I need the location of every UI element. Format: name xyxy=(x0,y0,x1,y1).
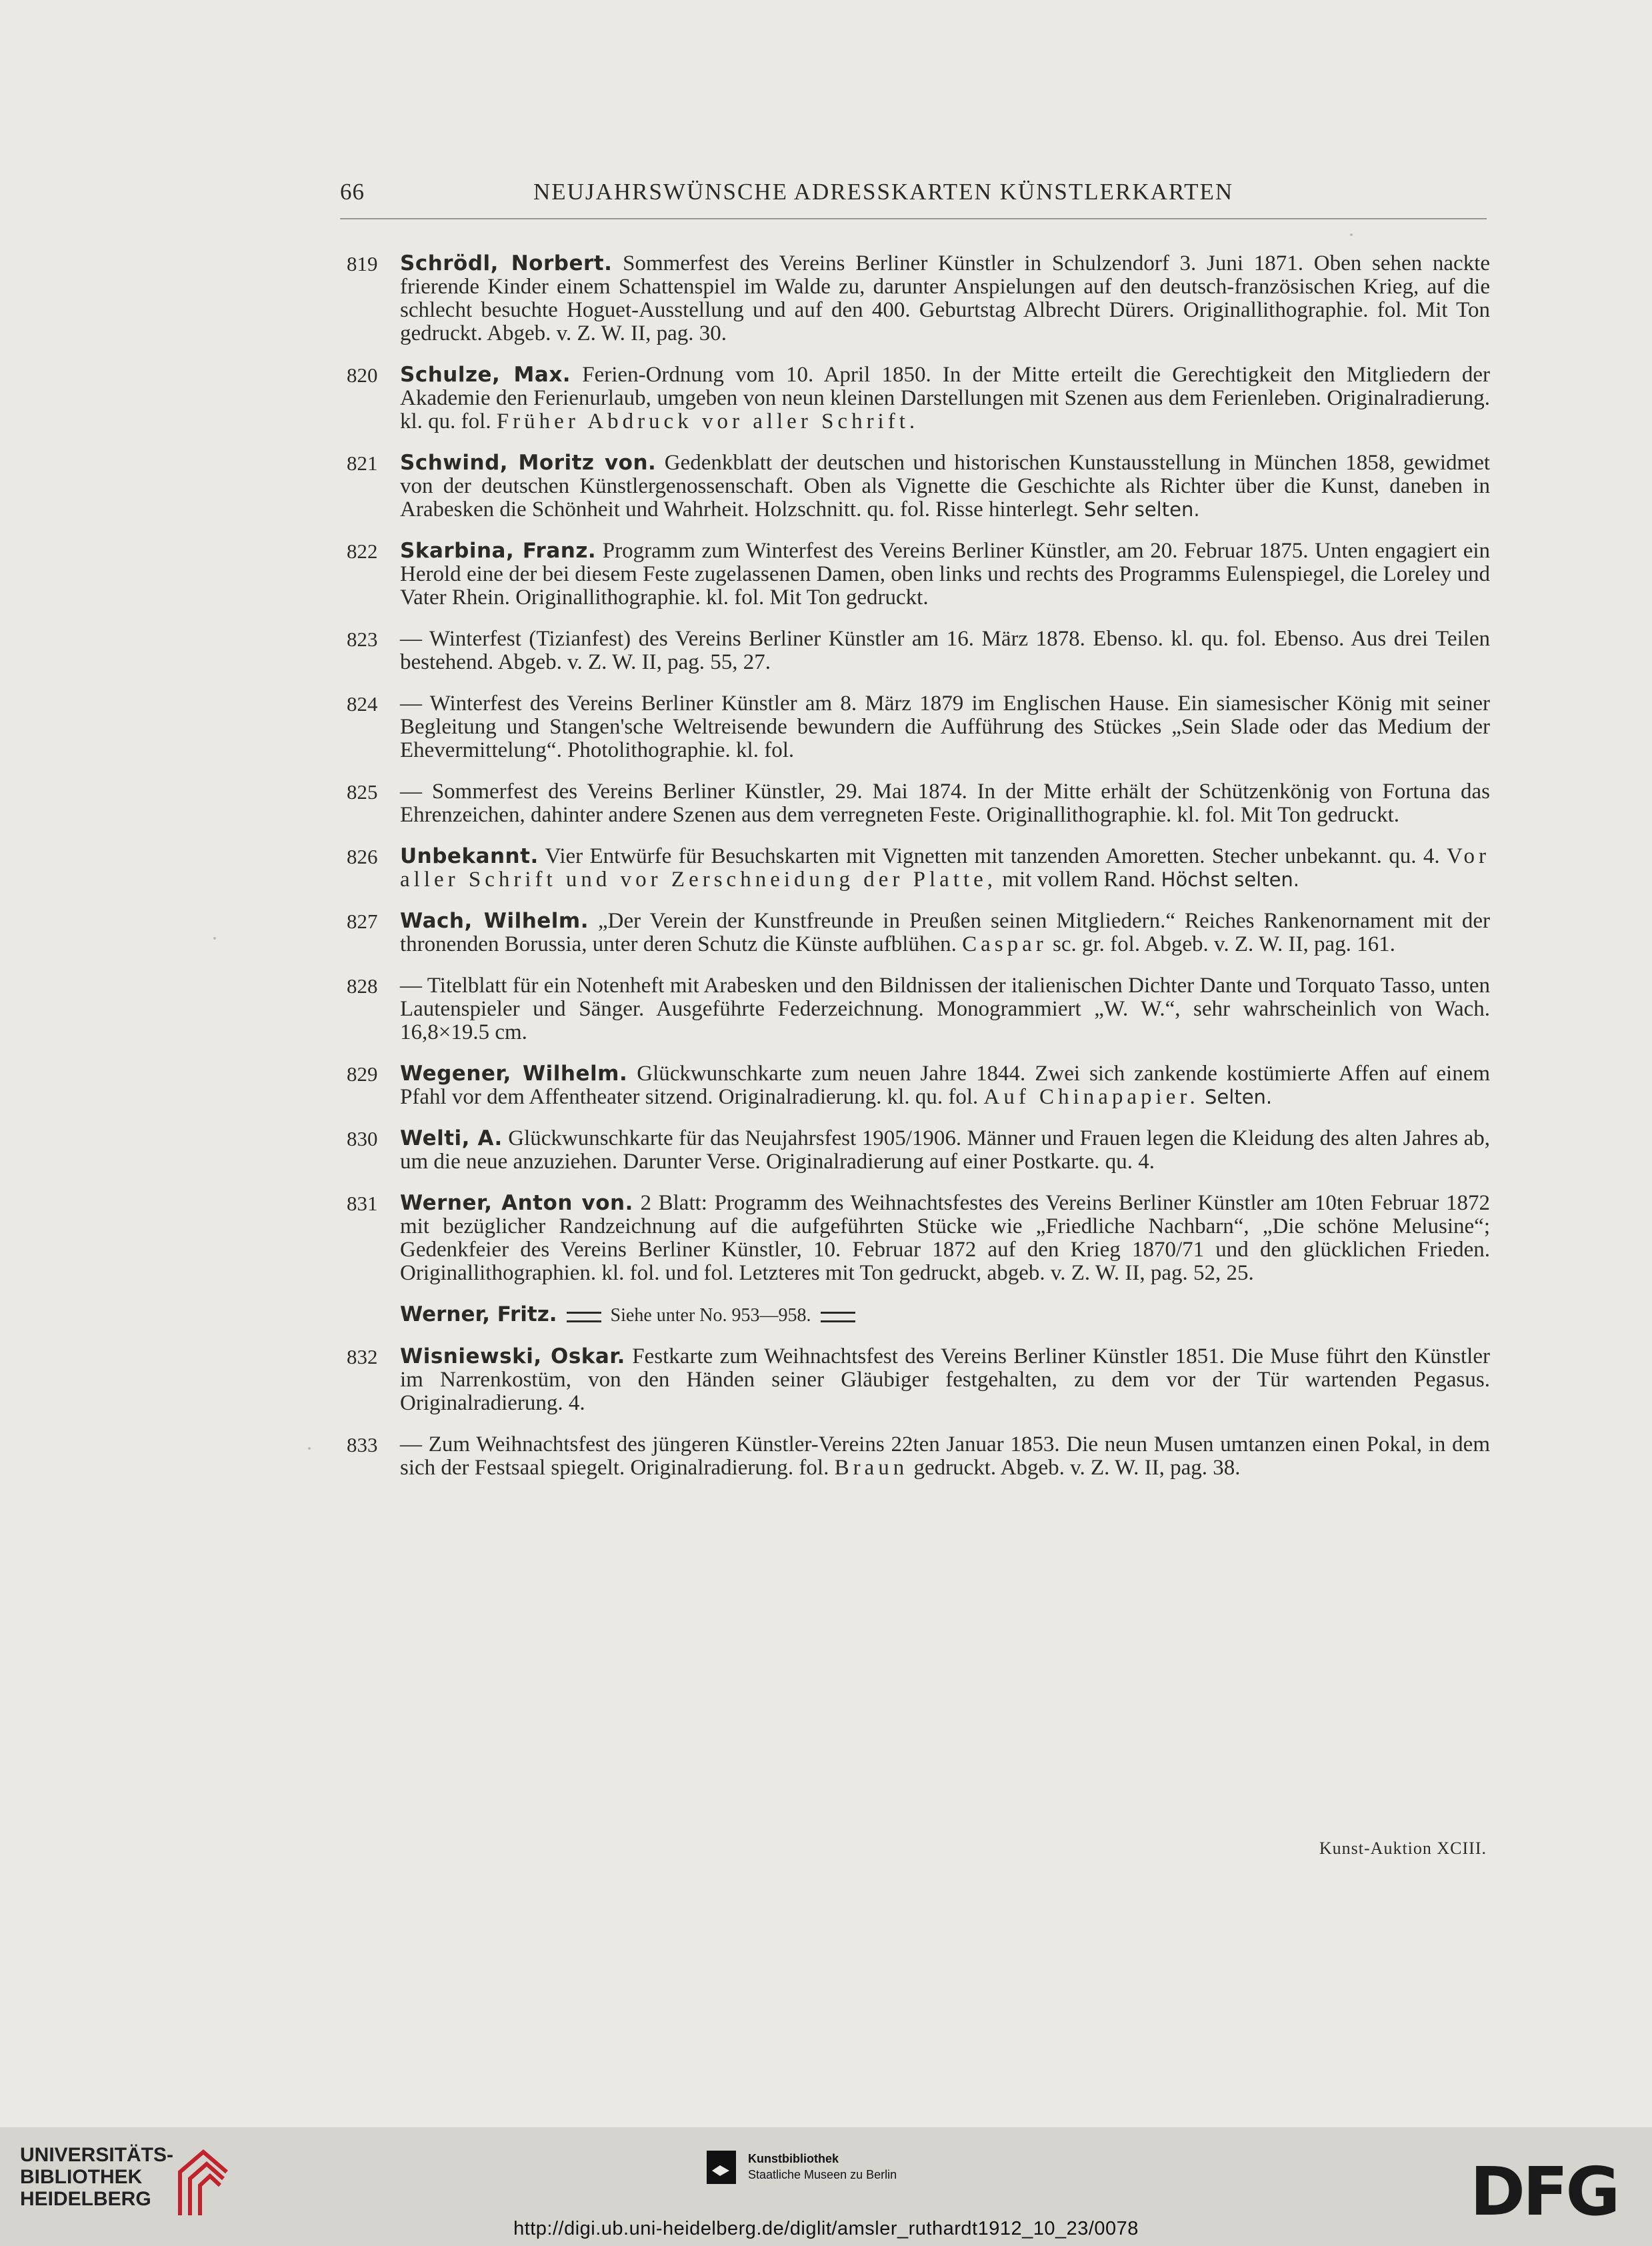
running-title: NEUJAHRSWÜNSCHE ADRESSKARTEN KÜNSTLERKARTEN xyxy=(533,179,1234,205)
spaced-remark: Auf Chinapapier. xyxy=(983,1085,1199,1109)
entry-number: 823 xyxy=(347,628,378,651)
entry-description: — Winterfest des Vereins Berliner Künstler am 8. März 1879 im Englischen Hause. Ein siamesischer König mit seiner Begleitung und Stangen'sche Weltreisende bewundern die Aufführung des Stückes „Sein Slade oder das Medium der Ehevermittelung“. Photolithographie. kl. fol. xyxy=(400,692,1490,762)
artist-name: Schulze, Max. xyxy=(400,363,571,387)
entry-number: 819 xyxy=(347,252,378,275)
artist-name: Skarbina, Franz. xyxy=(400,539,597,563)
catalog-entry xyxy=(337,539,1490,610)
entry-description: Glückwunschkarte zum neuen Jahre 1844. Zwei sich zankende kostümierte Affen auf einem Pfahl vor dem Affentheater sitzend. Originalradierung. kl. qu. fol. xyxy=(400,1062,1491,1109)
entry-number: 829 xyxy=(347,1062,378,1086)
entry-number: 824 xyxy=(347,692,378,716)
double-rule xyxy=(567,1312,601,1322)
artist-name: Werner, Fritz. xyxy=(400,1302,557,1326)
entry-description: Vier Entwürfe für Besuchskarten mit Vignetten mit tanzenden Amoretten. Stecher unbekannt. qu. 4. xyxy=(545,844,1440,868)
library-name-line1: UNIVERSITÄTS- xyxy=(20,2144,174,2166)
catalog-entry xyxy=(337,451,1490,521)
entry-number: 825 xyxy=(347,780,378,804)
reference-text: Siehe unter No. 953—958. xyxy=(610,1305,811,1326)
rarity-note: Sehr selten. xyxy=(1083,498,1200,521)
catalog-entry xyxy=(337,628,1490,674)
entry-number: 826 xyxy=(347,845,378,868)
museum-logo[interactable] xyxy=(707,2151,987,2191)
ub-heidelberg-logo-icon xyxy=(167,2145,233,2219)
footer-note: Kunst-Auktion XCIII. xyxy=(1319,1839,1487,1858)
smb-logo-icon xyxy=(707,2151,736,2184)
artist-name: Wegener, Wilhelm. xyxy=(400,1062,628,1086)
catalog-entry xyxy=(337,910,1490,956)
entry-description: — Zum Weihnachtsfest des jüngeren Künstler-Vereins 22ten Januar 1853. Die neun Musen umtanzen einen Pokal, in dem sich der Festsaal spiegelt. Originalradierung. fol. xyxy=(400,1432,1490,1480)
museum-name xyxy=(748,2151,897,2183)
entry-description: „Der Verein der Kunstfreunde in Preußen seinen Mitgliedern.“ Reiches Rankenornament mit der thronenden Borussia, unter deren Schutz die Künste aufblühen. xyxy=(400,909,1490,956)
dfg-logo[interactable]: DFG xyxy=(1470,2153,1618,2231)
catalog-entry xyxy=(337,252,1490,345)
entry-description: — Sommerfest des Vereins Berliner Künstler, 29. Mai 1874. In der Mitte erhält der Schützenkönig von Fortuna das Ehrenzeichen, dahinter andere Szenen aus dem verregneten Feste. Originallithographie. kl. fol. Mit Ton gedruckt. xyxy=(400,780,1490,827)
artist-name: Schwind, Moritz von. xyxy=(400,451,657,475)
artist-name: Wach, Wilhelm. xyxy=(400,909,589,933)
catalog-entry xyxy=(337,1127,1490,1174)
entry-number: 833 xyxy=(347,1433,378,1456)
entry-description-cont: sc. gr. fol. Abgeb. v. Z. W. II, pag. 161. xyxy=(1053,932,1395,956)
catalog-entry xyxy=(337,1192,1490,1285)
artist-name: Wisniewski, Oskar. xyxy=(400,1344,625,1368)
entry-description: Sommerfest des Vereins Berliner Künstler in Schulzendorf 3. Juni 1871. Oben sehen nackte frierende Kinder einem Schattenspiel im Walde zu, darunter Anspielungen auf den deutsch-französischen Krieg, auf die schlecht besuchte Hoguet-Ausstellung und auf den 400. Geburtstag Albrecht Dürers. Originallithographie. fol. Mit Ton gedruckt. Abgeb. v. Z. W. II, pag. 30. xyxy=(400,251,1491,345)
header-rule xyxy=(340,218,1487,219)
catalog-entry xyxy=(337,692,1490,762)
entry-number: 830 xyxy=(347,1127,378,1150)
catalog-entry xyxy=(337,1433,1490,1480)
rarity-note: Höchst selten. xyxy=(1161,868,1300,891)
entry-description: 2 Blatt: Programm des Weihnachtsfestes des Vereins Berliner Künstler am 10ten Februar 1872 mit bezüglicher Randzeichnung auf die aufgeführten Stücke wie „Friedliche Nachbarn“, „Die schöne Melusine“; Gedenkfeier des Vereins Berliner Künstler, 10. Februar 1872 auf den Krieg 1870/71 und den glücklichen Frieden. Originallithographien. kl. fol. und fol. Letzteres mit Ton gedruckt, abgeb. v. Z. W. II, pag. 52, 25. xyxy=(400,1191,1491,1285)
catalog-entry xyxy=(337,780,1490,827)
entry-number: 828 xyxy=(347,974,378,998)
entry-number: 831 xyxy=(347,1192,378,1215)
entry-description: Gedenkblatt der deutschen und historischen Kunstausstellung in München 1858, gewidmet von der deutschen Künstlergenossenschaft. Oben als Vignette die Geschichte als Richter über die Kunst, daneben in Arabesken die Schönheit und Wahrheit. Holzschnitt. qu. fol. Risse hinterlegt. xyxy=(400,451,1491,521)
paper-speck xyxy=(308,1447,311,1450)
double-rule xyxy=(821,1312,855,1322)
entry-number: 820 xyxy=(347,363,378,387)
catalog-entry xyxy=(337,363,1490,433)
catalog-entry xyxy=(337,974,1490,1044)
spaced-remark: Braun xyxy=(834,1456,909,1480)
catalog-entry xyxy=(337,1345,1490,1415)
museum-name-line1: Kunstbibliothek xyxy=(748,2152,839,2165)
rarity-note: Selten. xyxy=(1205,1086,1273,1108)
entry-description: Ferien-Ordnung vom 10. April 1850. In der Mitte erteilt die Gerechtigkeit den Mitgliedern der Akademie den Ferienurlaub, umgeben von neun kleinen Darstellungen mit Szenen aus dem Ferienleben. Originalradierung. kl. qu. fol. xyxy=(400,363,1490,433)
page-number: 66 xyxy=(340,179,365,205)
entry-description: Festkarte zum Weihnachtsfest des Vereins Berliner Künstler 1851. Die Muse führt den Künstler im Narrenkostüm, von den Händen seiner Gläubiger festgehalten, zu dem vor der Tür wartenden Pegasus. Originalradierung. 4. xyxy=(400,1344,1490,1415)
entry-description-cont: mit vollem Rand. xyxy=(1002,868,1156,892)
entry-description: — Winterfest (Tizianfest) des Vereins Berliner Künstler am 16. März 1878. Ebenso. kl. qu. fol. Ebenso. Aus drei Teilen bestehend. Abgeb. v. Z. W. II, pag. 55, 27. xyxy=(400,627,1490,674)
cross-reference xyxy=(337,1303,1490,1327)
artist-name: Schrödl, Norbert. xyxy=(400,251,613,275)
catalog-entries xyxy=(337,252,1490,1498)
library-logo[interactable] xyxy=(20,2144,233,2224)
catalog-entry xyxy=(337,845,1490,892)
artist-name: Welti, A. xyxy=(400,1126,503,1150)
catalog-entry xyxy=(337,1062,1490,1109)
spaced-remark: Caspar xyxy=(962,932,1047,956)
library-name xyxy=(20,2144,173,2210)
page-header xyxy=(340,179,1487,212)
entry-number: 827 xyxy=(347,910,378,933)
paper-speck xyxy=(1350,233,1353,236)
paper-speck xyxy=(213,937,216,940)
entry-number: 822 xyxy=(347,539,378,563)
artist-name: Unbekannt. xyxy=(400,844,539,868)
entry-description: Programm zum Winterfest des Vereins Berliner Künstler, am 20. Februar 1875. Unten engagiert ein Herold eine der bei diesem Feste zugelassenen Damen, oben links und rechts des Programms Eulenspiegel, die Loreley und Vater Rhein. Originallithographie. kl. fol. Mit Ton gedruckt. xyxy=(400,539,1491,610)
permalink-url[interactable]: http://digi.ub.uni-heidelberg.de/diglit/amsler_ruthardt1912_10_23/0078 xyxy=(513,2218,1139,2239)
museum-name-line2: Staatliche Museen zu Berlin xyxy=(748,2168,897,2181)
entry-number: 832 xyxy=(347,1345,378,1368)
entry-description-cont: gedruckt. Abgeb. v. Z. W. II, pag. 38. xyxy=(913,1456,1241,1480)
spaced-remark: Früher Abdruck vor aller Schrift. xyxy=(496,409,919,433)
entry-description: — Titelblatt für ein Notenheft mit Arabesken und den Bildnissen der italienischen Dichter Dante und Torquato Tasso, unten Lautenspieler und Sänger. Ausgeführte Federzeichnung. Monogrammiert „W. W.“, sehr wahrscheinlich von Wach. 16,8×19.5 cm. xyxy=(400,974,1490,1044)
artist-name: Werner, Anton von. xyxy=(400,1191,633,1215)
library-name-line2: BIBLIOTHEK xyxy=(20,2166,143,2188)
library-name-line3: HEIDELBERG xyxy=(20,2188,151,2210)
entry-description: Glückwunschkarte für das Neujahrsfest 1905/1906. Männer und Frauen legen die Kleidung des alten Jahres ab, um die neue anzuziehen. Darunter Verse. Originalradierung auf einer Postkarte. qu. 4. xyxy=(400,1126,1490,1174)
entry-number: 821 xyxy=(347,451,378,475)
spaced-remark: Vor aller Schrift und vor Zerschneidung der Platte, xyxy=(400,844,1491,892)
